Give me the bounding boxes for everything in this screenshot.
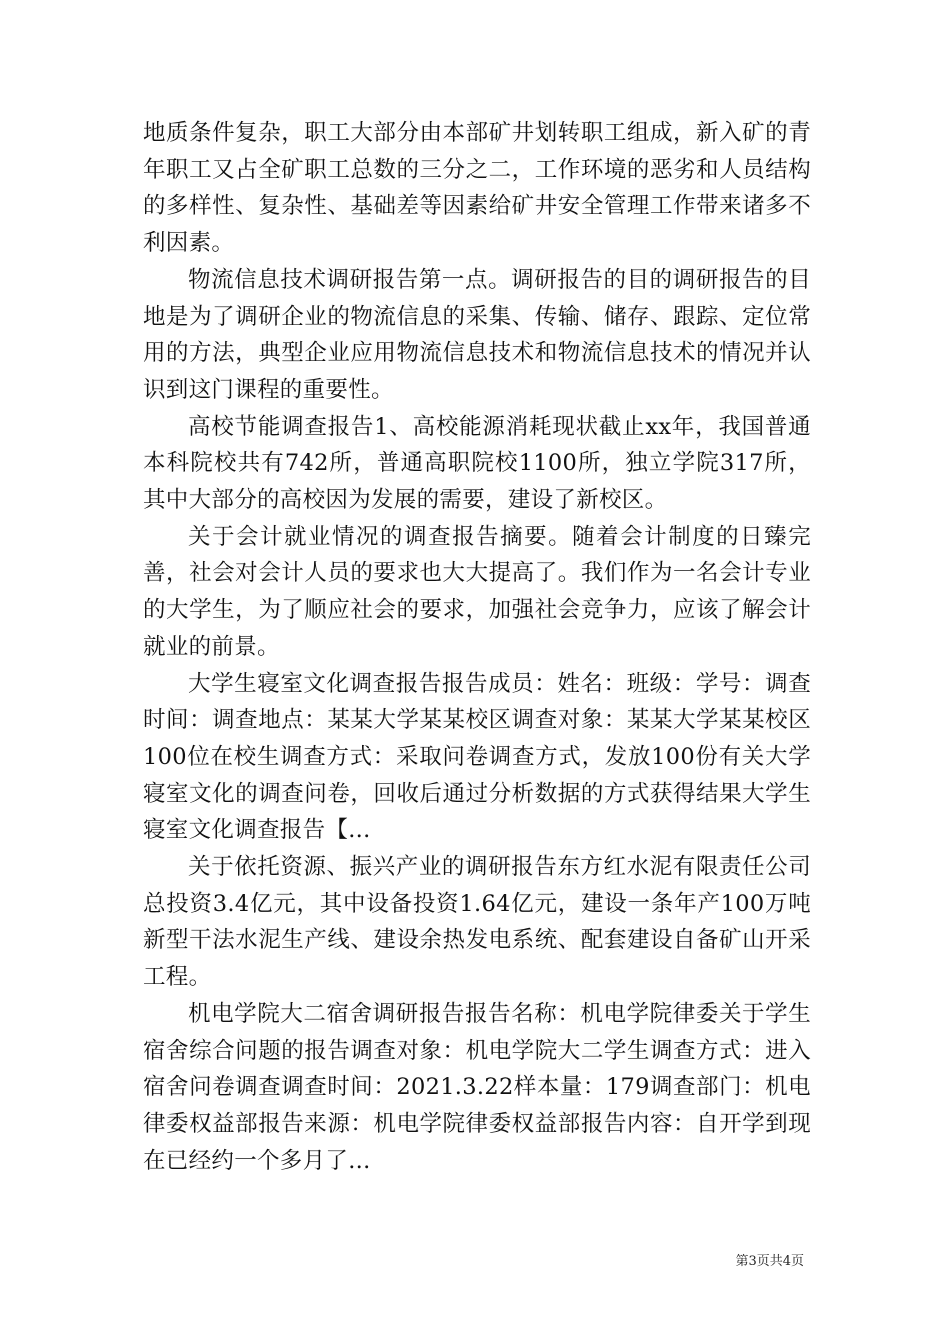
document-body	[143, 115, 811, 1179]
paragraph-accounting-employment-report: 关于会计就业情况的调查报告摘要。随着会计制度的日臻完善，社会对会计人员的要求也大大提高了。我们作为一名会计专业的大学生，为了顺应社会的要求，加强社会竞争力，应该了解会计就业的前景。	[143, 523, 811, 660]
paragraph-electromechanical-dorm-report: 机电学院大二宿舍调研报告报告名称：机电学院律委关于学生宿舍综合问题的报告调查对象：机电学院大二学生调查方式：进入宿舍问卷调查调查时间：2021.3.22样本量：179调查部门：机电律委权益部报告来源：机电学院律委权益部报告内容：自开学到现在已经约一个多月了...	[143, 1000, 811, 1174]
paragraph-continuation: 地质条件复杂，职工大部分由本部矿井划转职工组成，新入矿的青年职工又占全矿职工总数的三分之二，工作环境的恶劣和人员结构的多样性、复杂性、基础差等因素给矿井安全管理工作带来诸多不利因素。	[143, 120, 811, 257]
paragraph-cement-industry-report: 关于依托资源、振兴产业的调研报告东方红水泥有限责任公司总投资3.4亿元，其中设备投资1.64亿元，建设一条年产100万吨新型干法水泥生产线、建设余热发电系统、配套建设自备矿山开采工程。	[143, 854, 811, 991]
paragraph-dormitory-culture-report: 大学生寝室文化调查报告报告成员：姓名：班级：学号：调查时间：调查地点：某某大学某某校区调查对象：某某大学某某校区100位在校生调查方式：采取问卷调查方式，发放100份有关大学寝室文化的调查问卷，回收后通过分析数据的方式获得结果大学生寝室文化调查报告【...	[143, 670, 811, 844]
paragraph-university-energy-report: 高校节能调查报告1、高校能源消耗现状截止xx年，我国普通本科院校共有742所，普通高职院校1100所，独立学院317所，其中大部分的高校因为发展的需要，建设了新校区。	[143, 413, 811, 514]
page-number-footer: 第3页共4页	[735, 1254, 804, 1269]
paragraph-logistics-report: 物流信息技术调研报告第一点。调研报告的目的调研报告的目地是为了调研企业的物流信息的采集、传输、储存、跟踪、定位常用的方法，典型企业应用物流信息技术和物流信息技术的情况并认识到这门课程的重要性。	[143, 266, 811, 403]
